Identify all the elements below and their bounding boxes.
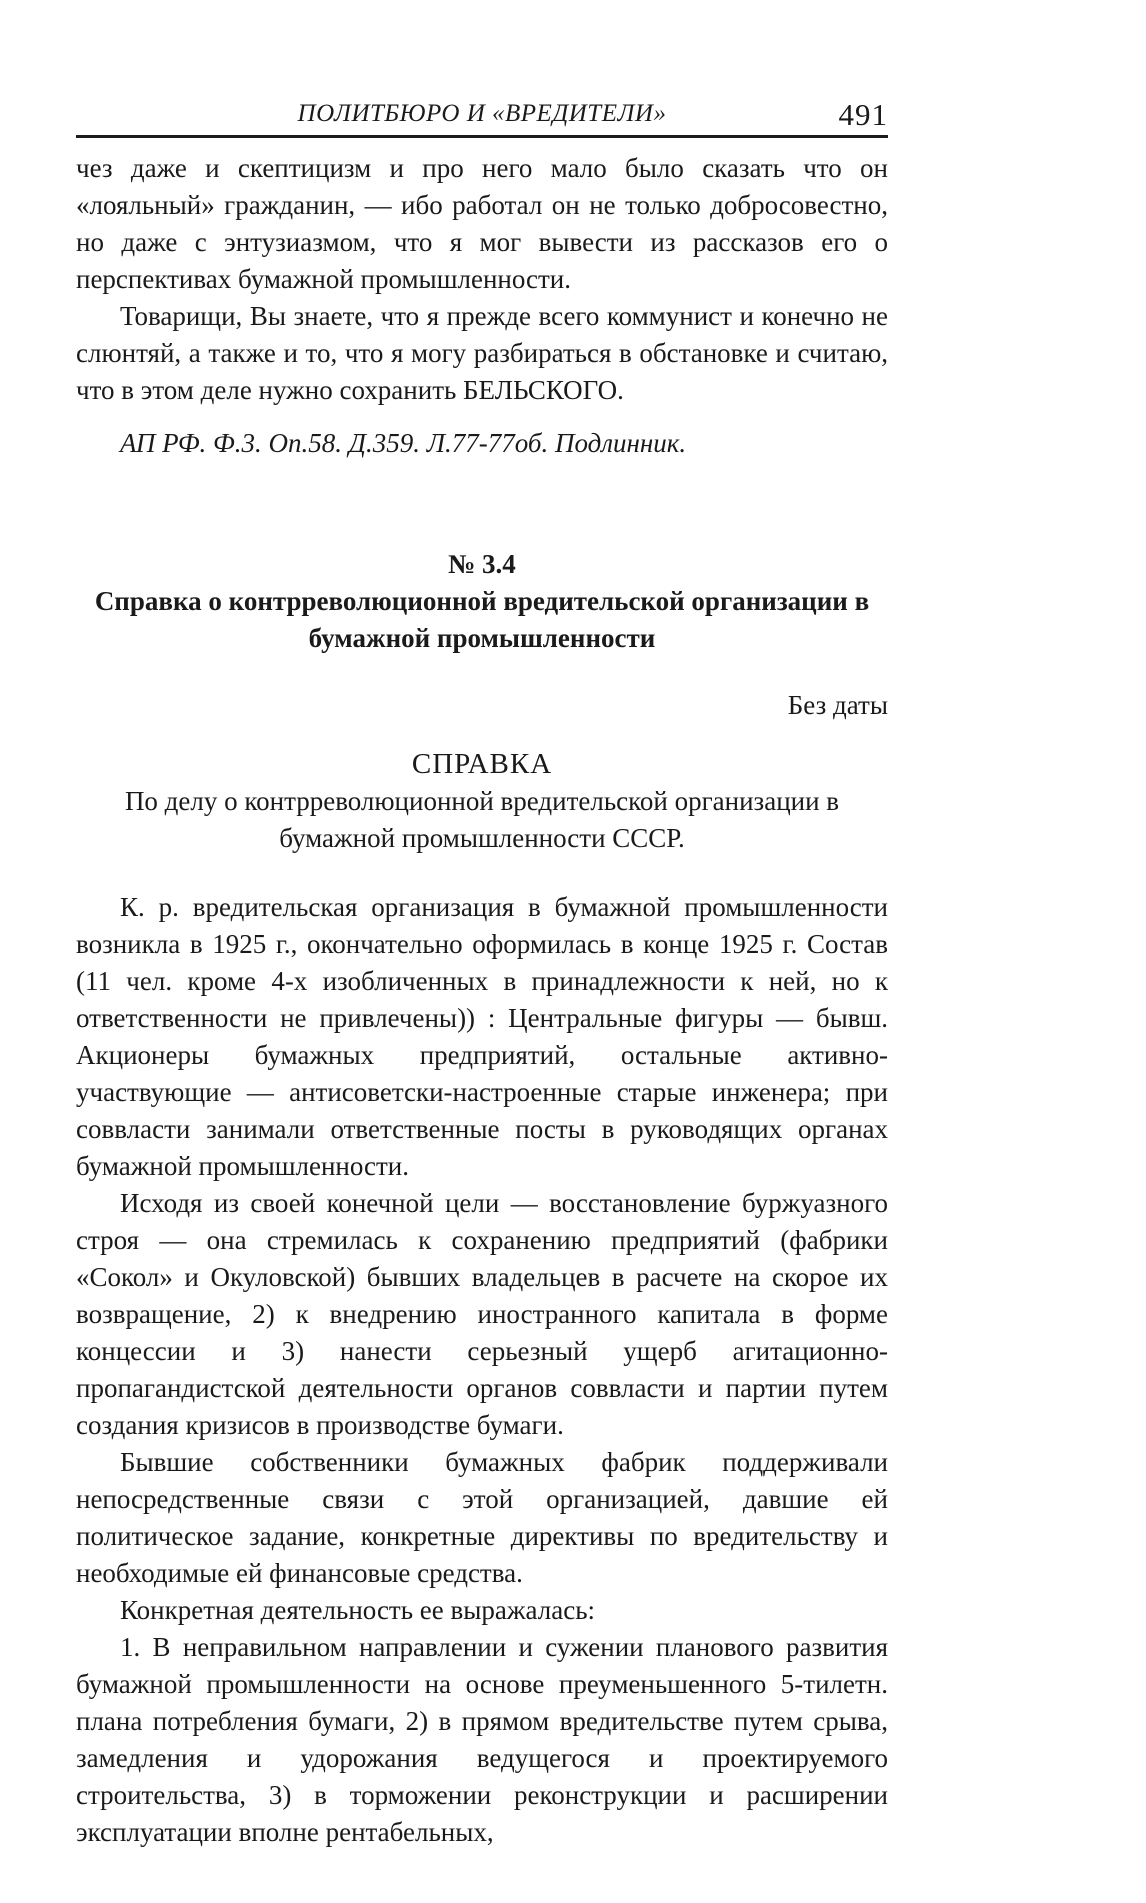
spravka-subtitle: По делу о контрреволюционной вредительской организации в бумажной промышленности СССР. <box>124 786 840 853</box>
running-title: ПОЛИТБЮРО И «ВРЕДИТЕЛИ» <box>297 100 667 127</box>
document-heading <box>76 546 888 657</box>
spravka-heading: СПРАВКА <box>411 748 553 780</box>
body-paragraph-composition: К. р. вредительская организация в бумажной промышленности возникла в 1925 г., окончательно оформилась в конце 1925 г. Состав (11 чел. кроме 4-х изобличенных в принадлежности к ней, но к ответственности не привлечены)) : Центральные фигуры — бывш. Акционеры бумажных предприятий, остальные активно-участвующие — антисоветски-настроенные старые инженера; при соввласти занимали ответственные посты в руководящих органах бумажной промышленности. <box>76 892 888 1181</box>
page-number: 491 <box>838 97 888 132</box>
document-number: № 3.4 <box>448 549 516 579</box>
text-block <box>76 97 888 1851</box>
archival-reference: АП РФ. Ф.3. Оп.58. Д.359. Л.77-77об. Подлинник. <box>120 428 687 458</box>
paragraph-continuation: чез даже и скептицизм и про него мало было сказать что он «лояльный» гражданин, — ибо работал он не только добросовестно, но даже с энтузиазмом, что я мог вывести из рассказов его о перспективах бумажной промышленности. <box>76 153 888 294</box>
body-paragraph-activity-intro: Конкретная деятельность ее выражалась: <box>120 1595 596 1625</box>
document-title: Справка о контрреволюционной вредительской организации в бумажной промышленности <box>94 586 870 653</box>
body-paragraph-owners: Бывшие собственники бумажных фабрик поддерживали непосредственные связи с этой организацией, давшие ей политическое задание, конкретные директивы по вредительству и необходимые ей финансовые средства. <box>76 1447 888 1588</box>
body-paragraph-activity-list: 1. В неправильном направлении и сужении планового развития бумажной промышленности на основе преуменьшенного 5-тилетн. плана потребления бумаги, 2) в прямом вредительстве путем срыва, замедления и удорожания ведущегося и проектируемого строительства, 3) в торможении реконструкции и расширении эксплуатации вполне рентабельных, <box>76 1632 888 1847</box>
paragraph-tovarishchi: Товарищи, Вы знаете, что я прежде всего коммунист и конечно не слюнтяй, а также и то, что я могу разбираться в обстановке и считаю, что в этом деле нужно сохранить БЕЛЬСКОГО. <box>76 301 888 405</box>
date-note: Без даты <box>787 690 888 720</box>
body-paragraph-goals: Исходя из своей конечной цели — восстановление буржуазного строя — она стремилась к сохранению предприятий (фабрики «Сокол» и Окуловской) бывших владельцев в расчете на скорое их возвращение, 2) к внедрению иностранного капитала в форме концессии и 3) нанести серьезный ущерб агитационно-пропагандистской деятельности органов соввласти и партии путем создания кризисов в производстве бумаги. <box>76 1188 888 1440</box>
page-header <box>76 97 888 138</box>
